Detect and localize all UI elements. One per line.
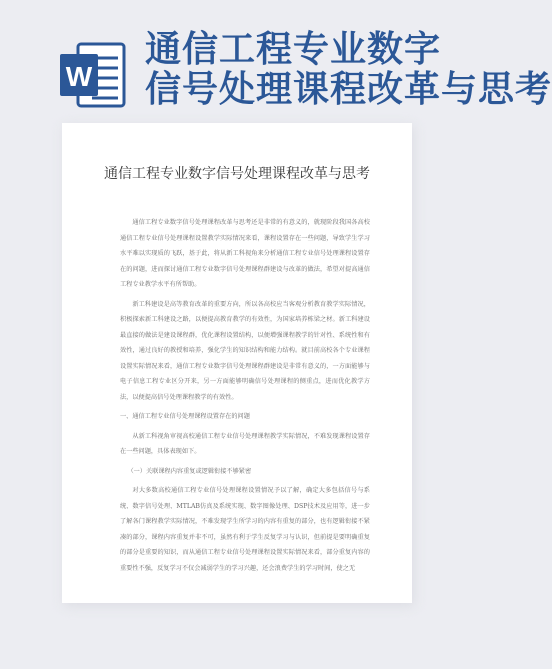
document-title: 通信工程专业数字信号处理课程改革与思考 [104,166,370,182]
subsection-heading: （一）关联课程内容重复或逻辑衔接不够紧密 [127,467,252,475]
header-banner [0,0,552,118]
paragraph: 从新工科视角审视高校通信工程专业信号处理课程教学实际情况，不难发现课程设置存在一些问题，具体表现如下。 [120,432,370,455]
section-heading: 一、通信工程专业信号处理课程设置存在的问题 [120,413,250,420]
document-body [120,215,370,580]
banner-title-line2: 信号处理课程改革与思考 [145,69,552,110]
document-page [62,123,412,603]
paragraph: 对大多数高校通信工程专业信号处理课程设置情况予以了解，确定大多包括信号与系统、数字信号处理、MTLAB仿真及系统实现、数字图像处理、DSP技术及应用等，进一步了解各门课程教学实际情况，不难发现学生所学习的内容有重复的部分，也有逻辑衔接不紧凑的部分，课程内容重复并非不可，虽然有利于学生反复学习与认识，但前提是要明确重复的部分是重要的知识，而从通信工程专业信号处理课程设置实际情况来看，部分重复内容的重要性不强，反复学习不仅会减弱学生的学习兴趣，还会浪费学生的学习时间，使之无 [120,487,370,572]
paragraph: 新工科建设是高等教育改革的重要方向，所以各高校应当客观分析教育教学实际情况，积极探索新工科建设之路，以便提高教育教学的有效性，为国家培养栋梁之材。新工科建设最直接的做法是建设课程群，优化课程设置结构，以便增强课程教学的针对性、系统性和有效性，通过良好的教授和培养，强化学生的知识结构和能力结构。就目前高校各个专业课程设置实际情况来看，通信工程专业数字信号处理课程群建设是非常有意义的，一方面能够与电子信息工程专业区分开来，另一方面能够明确信号处理课程的侧重点，进而优化教学方法，以便提高信号处理课程教学的有效性。 [120,300,370,401]
banner-title-line1: 通信工程专业数字 [145,29,442,70]
paragraph: 通信工程专业数字信号处理课程改革与思考还是非常的有意义的，就现阶段我国各高校通信工程专业信号处理课程设置教学实际情况来看，课程设置存在一些问题，导致学生学习水平难以实现质的飞跃，基于此，将从新工科视角来分析通信工程专业信号处理课程设置存在的问题，进而探讨通信工程专业数字信号处理课程群建设与改革的做法，希望对提高通信工程专业教学水平有所帮助。 [120,219,370,288]
banner-title [145,30,552,110]
logo-letter: W [65,61,93,92]
word-document-icon [60,40,126,110]
